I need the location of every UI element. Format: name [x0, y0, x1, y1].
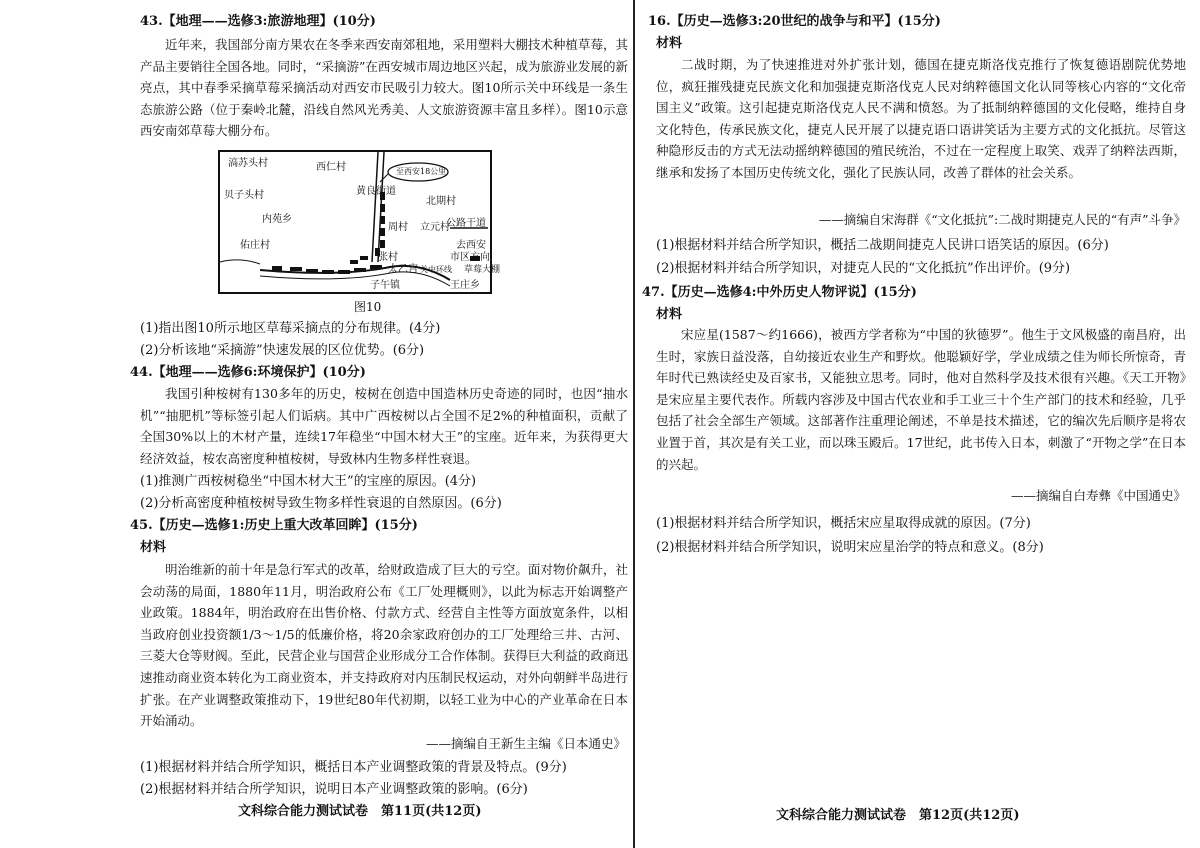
- map-label: 子午镇: [370, 280, 400, 291]
- map-label: 张村: [378, 252, 398, 263]
- right-page: [640, 0, 1200, 848]
- map-label: 滈苏头村: [228, 158, 268, 169]
- q46-paragraph: 二战时期，为了快速推进对外扩张计划，德国在捷克斯洛伐克推行了恢复德语剧院优势地位，疯狂摧残捷克民族文化和加强捷克斯洛伐克人民对纳粹德国文化认同等核心内容的“文化帝国主义”政策。这引起捷克斯洛伐克人民不满和愤怒。为了抵制纳粹德国的文化侵略，维持自身文化特色，传承民族文化，捷克人民开展了以捷克语口语讲笑话为主要方式的文化抵抗。尽管这种隐形反击的方式无法动摇纳粹德国的殖民统治，不过在一定程度上取笑、戏弄了纳粹法西斯，继承和发扬了本国历史传统文化，强化了民族认同，改善了群体的社会关系。: [656, 57, 1186, 180]
- q45-paragraph: 明治维新的前十年是急行军式的改革，给财政造成了巨大的亏空。面对物价飙升，社会动荡的局面，1880年11月，明治政府公布《工厂处理概则》，以此为标志开始调整产业政策。1884年，明治政府在出售价格、付款方式、经营自主性等方面放宽条件，以相当政府创业投资额1/3～1/5的低廉价格，将20余家政府创办的工厂处理给三井、古河、三菱大仓等财阀。至此，民营企业与国营企业形成分工合作体制。获得巨大利益的政商迅速推动商业资本转化为工商业资本，并支持政府对内压制民权运动，对外向朝鲜半岛进行扩张。在产业调整政策推动下，19世纪80年代初期，以轻工业为中心的产业革命在日本开始涌动。: [140, 562, 628, 729]
- q46-source: ——摘编自宋海群《“文化抵抗”:二战时期捷克人民的“有声”斗争》: [818, 212, 1186, 227]
- map-label: 立元村: [420, 222, 450, 233]
- figure-10-map: [218, 150, 501, 294]
- figure-caption: 图10: [354, 300, 382, 314]
- q47-sub2: (2)根据材料并结合所学知识，说明宋应星治学的特点和意义。(8分): [656, 540, 1044, 555]
- map-label: 太乙宫: [388, 264, 418, 275]
- map-label: 公路干道: [446, 218, 486, 229]
- q45-source: ——摘编自王新生主编《日本通史》: [425, 736, 626, 751]
- q45-sub1: (1)根据材料并结合所学知识，概括日本产业调整政策的背景及特点。(9分): [140, 760, 567, 775]
- q43-sub1: (1)指出图10所示地区草莓采摘点的分布规律。(4分): [140, 321, 441, 336]
- q44-sub2: (2)分析高密度种植桉树导致生物多样性衰退的自然原因。(6分): [140, 496, 502, 511]
- q44-sub1: (1)推测广西桉树稳坐“中国木材大王”的宝座的原因。(4分): [140, 474, 477, 489]
- map-label: 西仁村: [316, 162, 346, 173]
- q47-header: 47.【历史—选修4:中外历史人物评说】(15分): [642, 285, 917, 300]
- q44-paragraph: 我国引种桉树有130多年的历史，桉树在创造中国造林历史奇迹的同时，也因“抽水机”“抽肥机”等标签引起人们诟病。其中广西桉树以占全国不足2%的种植面积，贡献了全国30%以上的木材产量，连续17年稳坐“中国木材大王”的宝座。近年来，为获得更大经济效益，桉农高密度种植桉树，导致林内生物多样性衰退。: [140, 386, 628, 466]
- map-label: 草莓大棚: [464, 265, 501, 275]
- q47-paragraph: 宋应星(1587～约1666)，被西方学者称为“中国的狄德罗”。他生于文风极盛的南昌府，出生时，家族日益没落，自幼接近农业生产和野炊。他聪颖好学，学业成绩之佳为师长所惊奇，青年时代已熟读经史及百家书，又能独立思考。同时，他对自然科学及技术很有兴趣。《天工开物》是宋应星主要代表作。所载内容涉及中国古代农业和手工业三十个生产部门的技术和经验，几乎包括了社会全部生产领域。这部著作注重理论阐述，不单是技术描述，它的编次先后顺序是将农业置于首，其次是有关工业，而以珠玉殿后。17世纪，此书传入日本，刺激了“开物之学”在日本的兴起。: [656, 327, 1186, 472]
- map-label: 市区方向: [450, 252, 490, 263]
- map-label: 王庄乡: [450, 280, 480, 291]
- q43-paragraph: 近年来，我国部分南方果农在冬季来西安南郊租地，采用塑料大棚技术种植草莓，其产品主要销往全国各地。同时，“采摘游”在西安城市周边地区兴起，成为旅游业发展的新亮点，其中春季采摘草莓采摘活动对西安市民吸引力较大。图10所示关中环线是一条生态旅游公路（位于秦岭北麓，沿线自然风光秀美、人文旅游资源丰富且多样）。图10示意西安南郊草莓大棚分布。: [140, 37, 628, 139]
- q47-sub1: (1)根据材料并结合所学知识，概括宋应星取得成就的原因。(7分): [656, 516, 1031, 531]
- q43-sub2: (2)分析该地“采摘游”快速发展的区位优势。(6分): [140, 343, 425, 358]
- q47-material-label: 材料: [656, 307, 683, 322]
- map-label: 至西安18公里: [396, 167, 447, 176]
- q46-material-label: 材料: [656, 36, 683, 51]
- q45-material-label: 材料: [140, 540, 167, 555]
- map-label: 佑庄村: [240, 240, 270, 251]
- page-footer: 文科综合能力测试试卷 第12页(共12页): [776, 808, 1020, 823]
- q45-header: 45.【历史—选修1:历史上重大改革回眸】(15分): [130, 518, 418, 533]
- q43-header: 43.【地理——选修3:旅游地理】(10分): [140, 14, 376, 29]
- map-label: 关中环线: [420, 265, 452, 274]
- q46-sub2: (2)根据材料并结合所学知识，对捷克人民的“文化抵抗”作出评价。(9分): [656, 261, 1071, 276]
- q47-source: ——摘编自白寿彝《中国通史》: [1010, 488, 1186, 503]
- page-divider: [633, 0, 635, 848]
- map-label: 去西安: [456, 240, 486, 251]
- map-label: 北期村: [426, 196, 456, 207]
- q44-header: 44.【地理——选修6:环境保护】(10分): [130, 365, 366, 380]
- map-label: 黄良街道: [356, 186, 396, 197]
- q46-header: 16.【历史—选修3:20世纪的战争与和平】(15分): [648, 14, 941, 29]
- q46-sub1: (1)根据材料并结合所学知识，概括二战期间捷克人民讲口语笑话的原因。(6分): [656, 238, 1109, 253]
- map-label: 内苑乡: [262, 214, 292, 225]
- q45-sub2: (2)根据材料并结合所学知识，说明日本产业调整政策的影响。(6分): [140, 782, 528, 797]
- map-label: 贝子头村: [224, 190, 264, 201]
- map-label: 周村: [388, 222, 408, 233]
- page-footer: 文科综合能力测试试卷 第11页(共12页): [238, 804, 482, 819]
